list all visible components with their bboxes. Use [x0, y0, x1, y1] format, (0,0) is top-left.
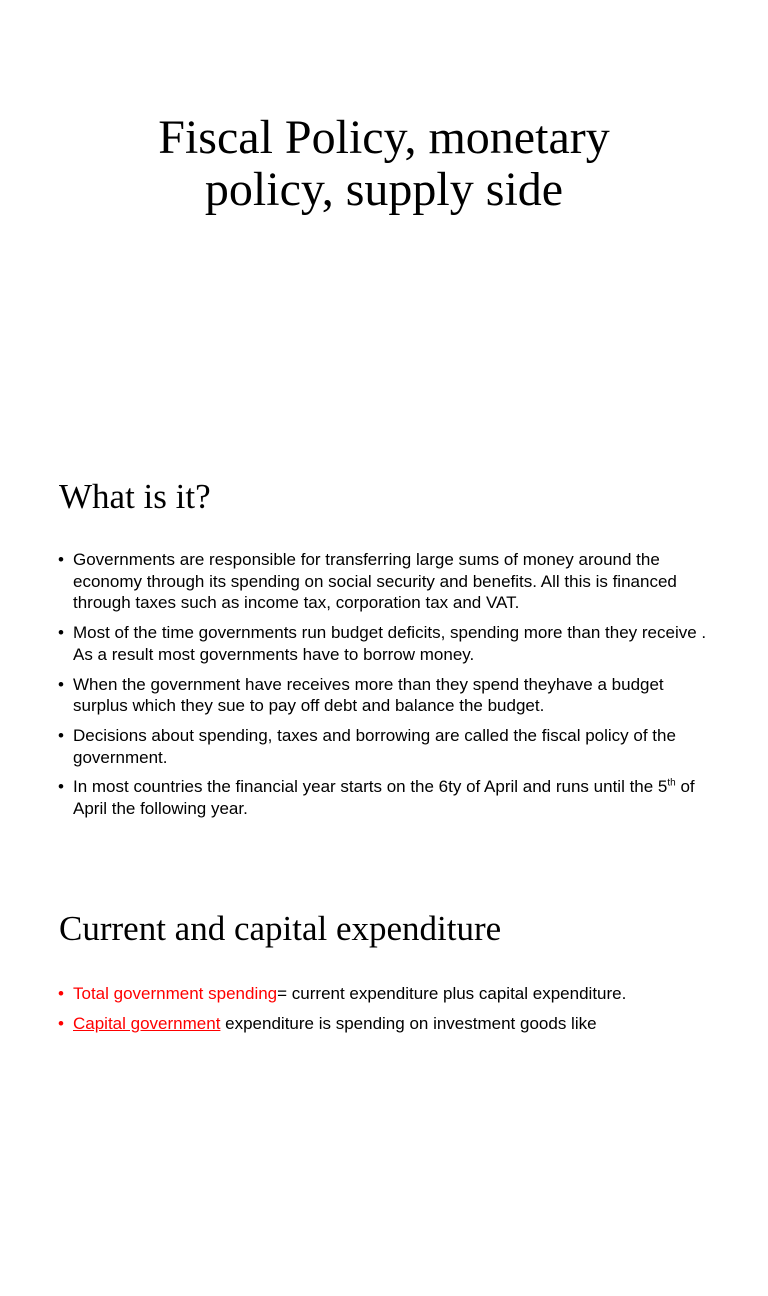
bullet-text-part-2: of April the following year. [73, 777, 695, 819]
slide-heading: What is it? [59, 477, 211, 516]
bullet-icon: • [58, 984, 64, 1003]
bullet-list [58, 549, 708, 828]
bullet-item [58, 674, 708, 717]
bullet-list [58, 983, 708, 1042]
bullet-icon: • [58, 623, 64, 643]
bullet-item [58, 622, 708, 665]
superscript-th: th [667, 777, 676, 789]
bullet-text: Most of the time governments run budget deficits, spending more than they receive . As a result most governments have to borrow money. [73, 623, 707, 664]
bullet-icon: • [58, 777, 64, 797]
bullet-item [58, 776, 708, 819]
bullet-text: When the government have receives more than they spend theyhave a budget surplus which they sue to pay off debt and balance the budget. [73, 674, 664, 716]
slide-heading: Current and capital expenditure [59, 909, 502, 948]
highlight-term: Total government spending [73, 984, 278, 1003]
bullet-item [58, 549, 708, 614]
bullet-icon: • [58, 1013, 64, 1033]
bullet-icon: • [58, 674, 64, 694]
what-is-it-slide [0, 432, 768, 864]
bullet-text: Governments are responsible for transferring large sums of money around the economy through its spending on social security and benefits. All this is financed through taxes such as income tax, corporation tax and VAT. [73, 550, 677, 613]
expenditure-slide [0, 864, 768, 1296]
bullet-icon: • [58, 550, 64, 569]
bullet-item [58, 725, 708, 768]
bullet-text: = current expenditure plus capital expenditure. [277, 984, 627, 1003]
title-slide [0, 0, 768, 432]
presentation-title [60, 112, 708, 216]
bullet-text: Decisions about spending, taxes and borrowing are called the fiscal policy of the government. [73, 725, 676, 767]
bullet-item [58, 983, 708, 1005]
highlight-term: Capital government [73, 1013, 221, 1033]
bullet-icon: • [58, 725, 64, 745]
bullet-text: expenditure is spending on investment goods like [220, 1013, 597, 1033]
title-line-1: Fiscal Policy, monetary [158, 111, 610, 164]
title-line-2: policy, supply side [204, 163, 564, 216]
bullet-text-part-1: In most countries the financial year starts on the 6ty of April and runs until the 5 [73, 777, 668, 797]
